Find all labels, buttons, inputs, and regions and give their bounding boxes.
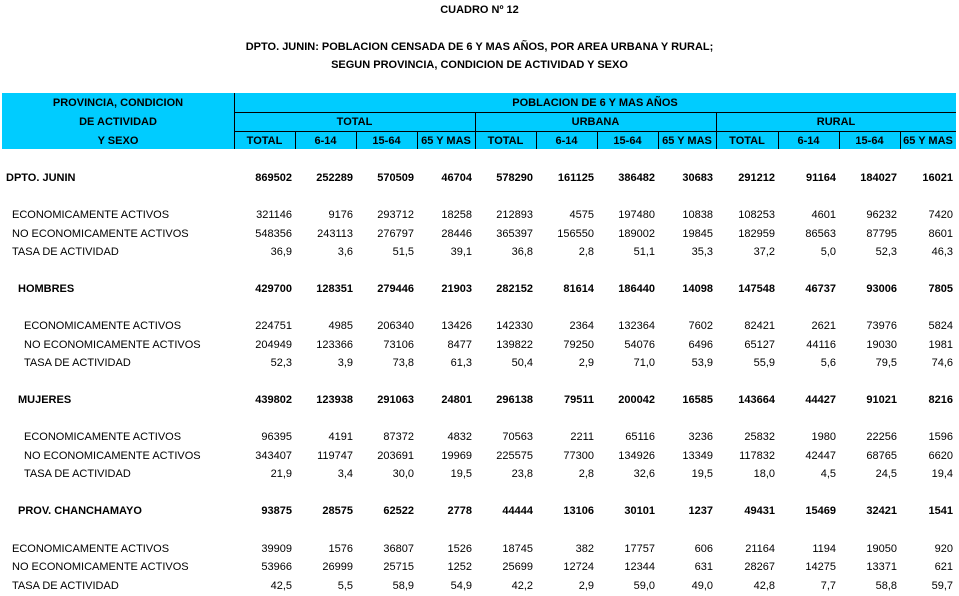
table-cell: 13106 <box>563 505 594 517</box>
table-cell: 22256 <box>866 431 897 443</box>
table-cell: 93875 <box>261 505 292 517</box>
table-cell: 203691 <box>377 450 414 462</box>
header-subcolumn: 6-14 <box>797 135 820 147</box>
row-label: MUJERES <box>18 394 72 406</box>
table-cell: 1981 <box>928 339 953 351</box>
table-cell: 2364 <box>569 320 594 332</box>
table-cell: 4985 <box>328 320 353 332</box>
table-cell: 279446 <box>377 283 414 295</box>
table-cell: 36,9 <box>270 246 292 258</box>
table-cell: 429700 <box>255 283 292 295</box>
table-cell: 21903 <box>441 283 472 295</box>
table-cell: 1541 <box>928 505 953 517</box>
table-cell: 25699 <box>502 561 533 573</box>
table-cell: 1237 <box>688 505 713 517</box>
table-cell: 2211 <box>570 431 594 443</box>
table-cell: 4191 <box>328 431 353 443</box>
table-cell: 87372 <box>383 431 414 443</box>
table-cell: 37,2 <box>753 246 775 258</box>
table-cell: 18,0 <box>753 468 775 480</box>
table-cell: 12724 <box>563 561 594 573</box>
row-label: TASA DE ACTIVIDAD <box>12 580 119 592</box>
table-row <box>2 541 956 557</box>
table-cell: 2778 <box>447 505 472 517</box>
table-cell: 59,7 <box>931 580 953 592</box>
table-row <box>2 503 956 519</box>
table-cell: 79250 <box>563 339 594 351</box>
table-row <box>2 429 956 445</box>
table-cell: 147548 <box>738 283 775 295</box>
table-row <box>2 355 956 371</box>
table-cell: 276797 <box>377 228 414 240</box>
table-cell: 5824 <box>928 320 953 332</box>
table-row <box>2 466 956 482</box>
table-cell: 35,3 <box>691 246 713 258</box>
table-cell: 96395 <box>261 431 292 443</box>
table-cell: 139822 <box>496 339 533 351</box>
table-cell: 42447 <box>805 450 836 462</box>
table-cell: 19,4 <box>931 468 953 480</box>
table-cell: 186440 <box>618 283 655 295</box>
row-label: NO ECONOMICAMENTE ACTIVOS <box>24 450 201 462</box>
table-cell: 7805 <box>928 283 953 295</box>
table-cell: 52,3 <box>270 357 292 369</box>
table-cell: 46704 <box>441 172 472 184</box>
table-cell: 82421 <box>744 320 775 332</box>
header-subcolumn: 65 Y MAS <box>421 135 471 147</box>
table-cell: 1526 <box>447 543 472 555</box>
table-cell: 32421 <box>866 505 897 517</box>
table-cell: 291063 <box>377 394 414 406</box>
table-cell: 4,5 <box>820 468 836 480</box>
table-cell: 16585 <box>682 394 713 406</box>
header-group-rural: RURAL <box>816 116 856 128</box>
table-cell: 1576 <box>328 543 353 555</box>
table-cell: 42,2 <box>511 580 533 592</box>
table-cell: 1194 <box>812 543 836 555</box>
table-cell: 30,0 <box>392 468 414 480</box>
table-cell: 21,9 <box>270 468 292 480</box>
table-title-line1: DPTO. JUNIN: POBLACION CENSADA DE 6 Y MAS AÑOS, POR AREA URBANA Y RURAL; <box>245 41 714 53</box>
table-cell: 15469 <box>805 505 836 517</box>
table-cell: 3236 <box>688 431 713 443</box>
header-stub-line1: PROVINCIA, CONDICION <box>52 97 184 109</box>
table-cell: 8601 <box>928 228 953 240</box>
table-row <box>2 337 956 353</box>
table-cell: 5,5 <box>337 580 353 592</box>
table-cell: 3,6 <box>337 246 353 258</box>
table-cell: 17757 <box>624 543 655 555</box>
table-cell: 13426 <box>441 320 472 332</box>
table-cell: 23,8 <box>511 468 533 480</box>
table-cell: 14275 <box>805 561 836 573</box>
table-cell: 26999 <box>322 561 353 573</box>
table-cell: 439802 <box>255 394 292 406</box>
table-cell: 570509 <box>377 172 414 184</box>
header-rule-top <box>234 112 956 113</box>
table-cell: 3,4 <box>337 468 353 480</box>
row-label: TASA DE ACTIVIDAD <box>12 246 119 258</box>
table-cell: 13349 <box>682 450 713 462</box>
table-cell: 293712 <box>377 209 414 221</box>
table-row <box>2 281 956 297</box>
table-cell: 6496 <box>688 339 713 351</box>
table-cell: 73106 <box>383 339 414 351</box>
header-stub-line2: DE ACTIVIDAD <box>79 116 157 128</box>
table-cell: 2,9 <box>578 580 594 592</box>
table-row <box>2 559 956 575</box>
table-cell: 74,6 <box>931 357 953 369</box>
table-cell: 19,5 <box>691 468 713 480</box>
table-cell: 44444 <box>502 505 533 517</box>
table-cell: 25715 <box>383 561 414 573</box>
table-cell: 252289 <box>316 172 353 184</box>
table-cell: 19969 <box>441 450 472 462</box>
table-cell: 134926 <box>618 450 655 462</box>
table-cell: 28267 <box>744 561 775 573</box>
table-cell: 282152 <box>496 283 533 295</box>
table-cell: 4601 <box>811 209 836 221</box>
table-cell: 24801 <box>441 394 472 406</box>
table-cell: 62522 <box>383 505 414 517</box>
table-cell: 296138 <box>496 394 533 406</box>
table-cell: 73,8 <box>392 357 414 369</box>
table-cell: 108253 <box>738 209 775 221</box>
table-cell: 32,6 <box>633 468 655 480</box>
table-cell: 18258 <box>441 209 472 221</box>
table-cell: 117832 <box>739 450 775 462</box>
table-cell: 51,5 <box>392 246 414 258</box>
table-cell: 920 <box>934 543 953 555</box>
table-row <box>2 207 956 223</box>
table-cell: 8216 <box>928 394 953 406</box>
cuadro-number: CUADRO Nº 12 <box>440 4 519 16</box>
header-subcolumn: 6-14 <box>555 135 578 147</box>
table-cell: 68765 <box>866 450 897 462</box>
table-cell: 46737 <box>805 283 836 295</box>
table-cell: 24,5 <box>875 468 897 480</box>
table-cell: 123366 <box>316 339 353 351</box>
header-subcolumn: 15-64 <box>613 135 642 147</box>
row-label: ECONOMICAMENTE ACTIVOS <box>12 209 170 221</box>
table-cell: 386482 <box>618 172 655 184</box>
table-cell: 4832 <box>447 431 472 443</box>
header-group-urbana: URBANA <box>571 116 620 128</box>
table-cell: 321146 <box>256 209 292 221</box>
table-cell: 1980 <box>811 431 836 443</box>
table-cell: 1252 <box>447 561 472 573</box>
table-cell: 86563 <box>805 228 836 240</box>
table-cell: 81614 <box>563 283 594 295</box>
table-cell: 19,5 <box>450 468 472 480</box>
row-label: ECONOMICAMENTE ACTIVOS <box>24 431 182 443</box>
table-cell: 91164 <box>806 172 836 184</box>
header-group-total: TOTAL <box>336 116 373 128</box>
table-cell: 19030 <box>866 339 897 351</box>
table-cell: 30683 <box>682 172 713 184</box>
table-cell: 200042 <box>618 394 655 406</box>
header-subcolumn: TOTAL <box>246 135 283 147</box>
table-cell: 58,9 <box>392 580 414 592</box>
table-cell: 58,8 <box>875 580 897 592</box>
row-label: ECONOMICAMENTE ACTIVOS <box>24 320 182 332</box>
table-cell: 42,5 <box>270 580 292 592</box>
table-cell: 79511 <box>564 394 594 406</box>
table-cell: 39909 <box>261 543 292 555</box>
table-cell: 54076 <box>624 339 655 351</box>
row-label: NO ECONOMICAMENTE ACTIVOS <box>12 228 189 240</box>
header-rule-middle <box>234 131 956 132</box>
table-cell: 7420 <box>928 209 953 221</box>
table-cell: 44427 <box>805 394 836 406</box>
table-cell: 7,7 <box>820 580 836 592</box>
table-row <box>2 226 956 242</box>
row-label: NO ECONOMICAMENTE ACTIVOS <box>24 339 201 351</box>
table-cell: 65127 <box>744 339 775 351</box>
header-population: POBLACION DE 6 Y MAS AÑOS <box>512 97 678 109</box>
header-subcolumn: 15-64 <box>855 135 884 147</box>
header-stub-line3: Y SEXO <box>97 135 139 147</box>
table-cell: 7602 <box>688 320 713 332</box>
table-cell: 119747 <box>317 450 353 462</box>
table-cell: 28575 <box>322 505 353 517</box>
header-subcolumn: 65 Y MAS <box>903 135 953 147</box>
table-cell: 71,0 <box>633 357 655 369</box>
table-cell: 132364 <box>618 320 655 332</box>
table-cell: 28446 <box>441 228 472 240</box>
table-cell: 54,9 <box>450 580 472 592</box>
row-label: PROV. CHANCHAMAYO <box>18 505 142 517</box>
table-cell: 606 <box>694 543 713 555</box>
table-cell: 49431 <box>744 505 775 517</box>
table-title-line2: SEGUN PROVINCIA, CONDICION DE ACTIVIDAD Y SEXO <box>331 59 628 71</box>
row-label: TASA DE ACTIVIDAD <box>24 468 131 480</box>
table-cell: 42,8 <box>753 580 775 592</box>
table-row <box>2 578 956 594</box>
table-cell: 123938 <box>316 394 353 406</box>
table-cell: 10838 <box>682 209 713 221</box>
table-cell: 343407 <box>255 450 292 462</box>
table-cell: 36807 <box>383 543 414 555</box>
table-cell: 189002 <box>618 228 655 240</box>
row-label: HOMBRES <box>18 283 75 295</box>
header-subcolumn: 65 Y MAS <box>662 135 712 147</box>
table-header <box>2 93 956 149</box>
table-cell: 70563 <box>502 431 533 443</box>
table-cell: 87795 <box>866 228 897 240</box>
table-cell: 13371 <box>866 561 897 573</box>
table-cell: 621 <box>934 561 953 573</box>
table-cell: 36,8 <box>511 246 533 258</box>
table-cell: 291212 <box>738 172 775 184</box>
table-cell: 142330 <box>496 320 533 332</box>
table-cell: 182959 <box>738 228 775 240</box>
table-cell: 184027 <box>860 172 897 184</box>
table-cell: 65116 <box>625 431 655 443</box>
table-row <box>2 318 956 334</box>
table-cell: 6620 <box>928 450 953 462</box>
table-cell: 53,9 <box>691 357 713 369</box>
table-cell: 52,3 <box>875 246 897 258</box>
table-cell: 39,1 <box>450 246 472 258</box>
header-subcolumn: 6-14 <box>314 135 337 147</box>
table-cell: 197480 <box>618 209 655 221</box>
table-cell: 548356 <box>255 228 292 240</box>
table-cell: 869502 <box>255 172 292 184</box>
row-label: DPTO. JUNIN <box>6 172 76 184</box>
table-cell: 1596 <box>928 431 953 443</box>
table-row <box>2 170 956 186</box>
table-cell: 21164 <box>745 543 775 555</box>
row-label: TASA DE ACTIVIDAD <box>24 357 131 369</box>
table-cell: 19050 <box>866 543 897 555</box>
table-cell: 4575 <box>569 209 594 221</box>
table-cell: 61,3 <box>450 357 472 369</box>
table-cell: 30101 <box>624 505 655 517</box>
table-cell: 225575 <box>496 450 533 462</box>
table-cell: 55,9 <box>753 357 775 369</box>
table-cell: 25832 <box>744 431 775 443</box>
header-subcolumn: 15-64 <box>372 135 401 147</box>
table-row <box>2 392 956 408</box>
table-cell: 46,3 <box>931 246 953 258</box>
table-cell: 79,5 <box>875 357 897 369</box>
table-cell: 2,8 <box>578 246 594 258</box>
table-cell: 19845 <box>682 228 713 240</box>
table-cell: 578290 <box>496 172 533 184</box>
table-cell: 5,6 <box>820 357 836 369</box>
table-cell: 143664 <box>738 394 775 406</box>
row-label: ECONOMICAMENTE ACTIVOS <box>12 543 170 555</box>
table-cell: 631 <box>694 561 713 573</box>
table-cell: 206340 <box>377 320 414 332</box>
table-cell: 8477 <box>447 339 472 351</box>
table-cell: 382 <box>575 543 594 555</box>
table-cell: 73976 <box>866 320 897 332</box>
table-cell: 2,9 <box>578 357 594 369</box>
table-cell: 53966 <box>261 561 292 573</box>
table-cell: 156550 <box>557 228 594 240</box>
table-cell: 51,1 <box>633 246 655 258</box>
table-cell: 5,0 <box>820 246 836 258</box>
table-cell: 2,8 <box>578 468 594 480</box>
table-cell: 3,9 <box>337 357 353 369</box>
table-cell: 18745 <box>502 543 533 555</box>
table-row <box>2 244 956 260</box>
table-row <box>2 448 956 464</box>
table-cell: 14098 <box>682 283 713 295</box>
table-cell: 365397 <box>496 228 533 240</box>
table-cell: 77300 <box>563 450 594 462</box>
table-cell: 243113 <box>317 228 353 240</box>
table-cell: 224751 <box>255 320 292 332</box>
table-cell: 16021 <box>922 172 953 184</box>
table-cell: 44116 <box>806 339 836 351</box>
table-cell: 204949 <box>255 339 292 351</box>
table-cell: 96232 <box>866 209 897 221</box>
table-cell: 2621 <box>811 320 836 332</box>
table-cell: 59,0 <box>633 580 655 592</box>
table-cell: 128351 <box>316 283 353 295</box>
row-label: NO ECONOMICAMENTE ACTIVOS <box>12 561 189 573</box>
table-cell: 9176 <box>328 209 353 221</box>
table-cell: 49,0 <box>691 580 713 592</box>
table-cell: 91021 <box>866 394 897 406</box>
table-cell: 12344 <box>624 561 655 573</box>
header-subcolumn: TOTAL <box>729 135 765 147</box>
table-cell: 161125 <box>557 172 594 184</box>
header-subcolumn: TOTAL <box>487 135 524 147</box>
table-cell: 212893 <box>496 209 533 221</box>
table-cell: 93006 <box>866 283 897 295</box>
table-cell: 50,4 <box>511 357 533 369</box>
